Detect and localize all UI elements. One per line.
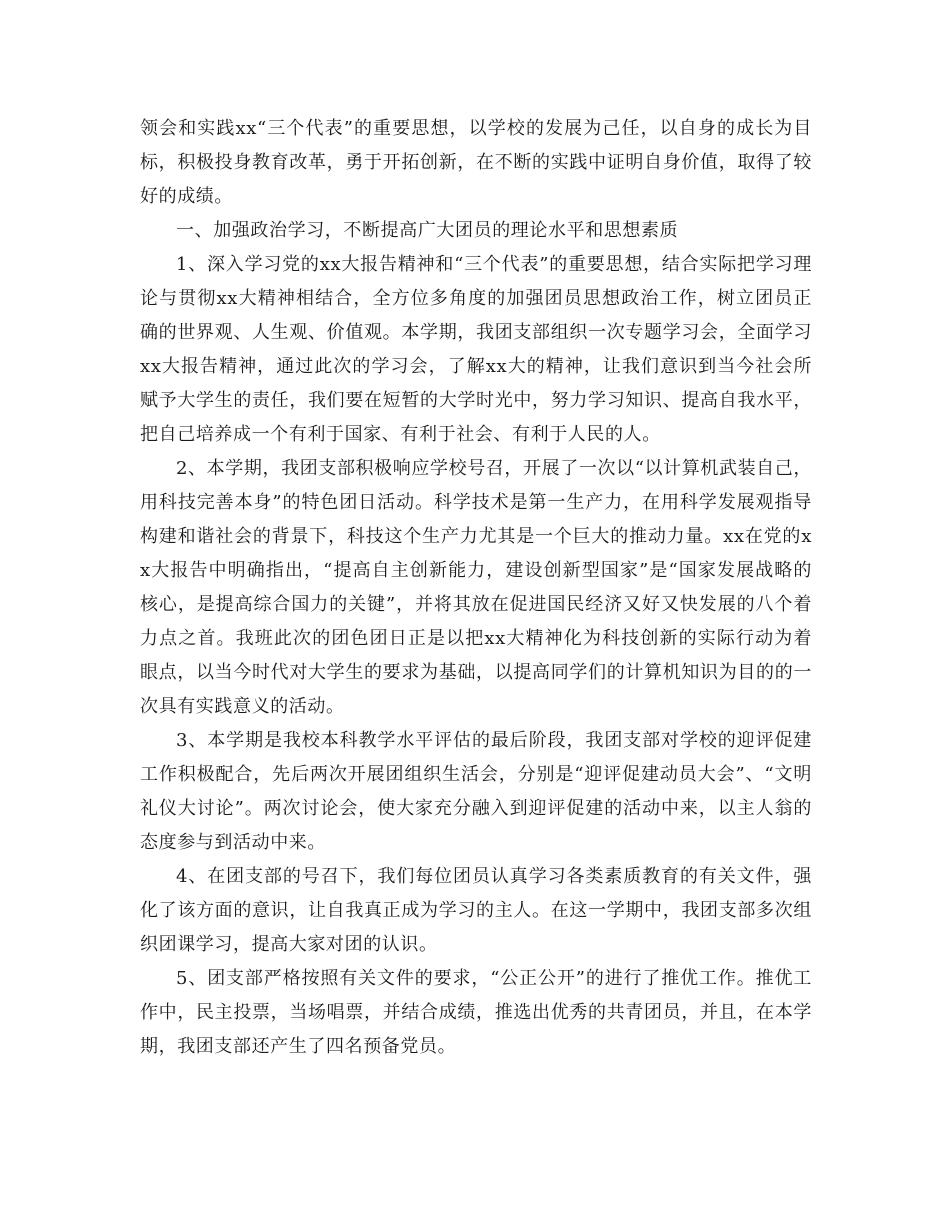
section-heading-1: 一、加强政治学习，不断提高广大团员的理论水平和思想素质 [176, 220, 679, 241]
paragraph-item-1: 1、深入学习党的xx大报告精神和“三个代表”的重要思想，结合实际把学习理论与贯彻xx大精神相结合，全方位多角度的加强团员思想政治工作，树立团员正确的世界观、人生观、价值观。本学期，我团支部组织一次专题学习会，全面学习xx大报告精神，通过此次的学习会，了解xx大的精神，让我们意识到当今社会所赋予大学生的责任，我们要在短暂的大学时光中，努力学习知识、提高自我水平，把自己培养成一个有利于国家、有利于社会、有利于人民的人。 [140, 254, 812, 445]
document-body [140, 112, 812, 1064]
paragraph-intro: 领会和实践xx“三个代表”的重要思想，以学校的发展为己任，以自身的成长为目标，积极投身教育改革，勇于开拓创新，在不断的实践中证明自身价值，取得了较好的成绩。 [140, 118, 812, 207]
paragraph-item-3: 3、本学期是我校本科教学水平评估的最后阶段，我团支部对学校的迎评促建工作积极配合，先后两次开展团组织生活会，分别是“迎评促建动员大会”、“文明礼仪大讨论”。两次讨论会，使大家充分融入到迎评促建的活动中来，以主人翁的态度参与到活动中来。 [140, 730, 812, 853]
paragraph-item-2: 2、本学期，我团支部积极响应学校号召，开展了一次以“以计算机武装自己，用科技完善本身”的特色团日活动。科学技术是第一生产力，在用科学发展观指导构建和谐社会的背景下，科技这个生产力尤其是一个巨大的推动力量。xx在党的xx大报告中明确指出，“提高自主创新能力，建设创新型国家”是“国家发展战略的核心，是提高综合国力的关键”，并将其放在促进国民经济又好又快发展的八个着力点之首。我班此次的团色团日正是以把xx大精神化为科技创新的实际行动为着眼点，以当今时代对大学生的要求为基础，以提高同学们的计算机知识为目的的一次具有实践意义的活动。 [140, 458, 812, 717]
paragraph-item-5: 5、团支部严格按照有关文件的要求，“公正公开”的进行了推优工作。推优工作中，民主投票，当场唱票，并结合成绩，推选出优秀的共青团员，并且，在本学期，我团支部还产生了四名预备党员。 [140, 968, 812, 1057]
paragraph-item-4: 4、在团支部的号召下，我们每位团员认真学习各类素质教育的有关文件，强化了该方面的意识，让自我真正成为学习的主人。在这一学期中，我团支部多次组织团课学习，提高大家对团的认识。 [140, 866, 812, 955]
